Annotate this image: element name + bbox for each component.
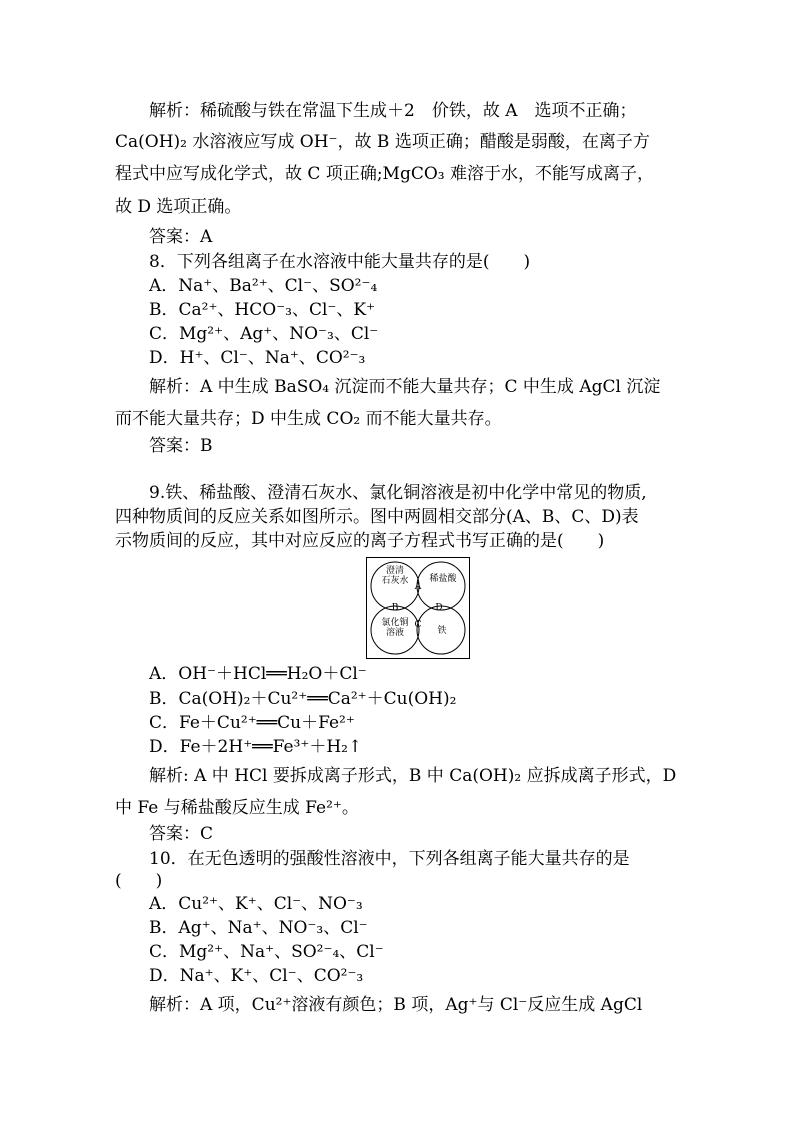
analysis-7-line-1: 解析：稀硫酸与铁在常温下生成＋2 价铁，故 A 选项不正确； (149, 101, 637, 121)
analysis-7-line-2: Ca(OH)₂ 水溶液应写成 OH⁻，故 B 选项正确；醋酸是弱酸，在离子方 (115, 132, 650, 152)
question-9-option-c: C．Fe＋Cu²⁺══Cu＋Fe²⁺ (149, 713, 355, 733)
question-8-option-a: A．Na⁺、Ba²⁺、Cl⁻、SO²⁻₄ (149, 276, 378, 296)
question-10-option-c: C．Mg²⁺、Na⁺、SO²⁻₄、Cl⁻ (149, 942, 384, 962)
analysis-7-line-3: 程式中应写成化学式，故 C 项正确;MgCO₃ 难溶于水，不能写成离子， (115, 164, 654, 184)
analysis-9-line-1: 解析: A 中 HCl 要拆成离子形式，B 中 Ca(OH)₂ 应拆成离子形式，D (149, 766, 677, 786)
question-10-option-a: A．Cu²⁺、K⁺、Cl⁻、NO⁻₃ (149, 894, 363, 914)
question-9-line-2: 四种物质间的反应关系如图所示。图中两圆相交部分(A、B、C、D)表 (115, 507, 639, 527)
question-10-line-2: ( ) (115, 871, 163, 891)
answer-7: 答案：A (149, 227, 213, 247)
question-9-option-d: D．Fe＋2H⁺══Fe³⁺＋H₂↑ (149, 737, 363, 757)
question-10-option-b: B．Ag⁺、Na⁺、NO⁻₃、Cl⁻ (149, 918, 368, 938)
label-d: D (435, 603, 443, 613)
answer-9: 答案：C (149, 824, 214, 844)
analysis-9-line-2: 中 Fe 与稀盐酸反应生成 Fe²⁺。 (115, 798, 359, 818)
question-8-option-d: D．H⁺、Cl⁻、Na⁺、CO²⁻₃ (149, 348, 366, 368)
question-8-option-b: B．Ca²⁺、HCO⁻₃、Cl⁻、K⁺ (149, 300, 376, 320)
question-8-option-c: C．Mg²⁺、Ag⁺、NO⁻₃、Cl⁻ (149, 324, 379, 344)
analysis-8-line-1: 解析：A 中生成 BaSO₄ 沉淀而不能大量共存；C 中生成 AgCl 沉淀 (149, 377, 661, 397)
answer-8: 答案：B (149, 436, 213, 456)
label-iron: 铁 (437, 626, 447, 636)
question-9-line-3: 示物质间的反应，其中对应反应的离子方程式书写正确的是( ) (115, 531, 605, 551)
label-b: B (391, 603, 399, 613)
question-10-line-1: 10．在无色透明的强酸性溶液中，下列各组离子能大量共存的是 (149, 849, 630, 869)
question-9-option-b: B．Ca(OH)₂＋Cu²⁺══Ca²⁺＋Cu(OH)₂ (149, 689, 457, 709)
analysis-10-line-1: 解析：A 项，Cu²⁺溶液有颜色；B 项，Ag⁺与 Cl⁻反应生成 AgCl (149, 995, 643, 1015)
label-lime-water: 澄清 石灰水 (381, 566, 409, 586)
question-9-line-1: 9.铁、稀盐酸、澄清石灰水、氯化铜溶液是初中化学中常见的物质, (149, 483, 647, 503)
reaction-venn-diagram (366, 557, 470, 659)
label-c: C (414, 620, 422, 630)
label-a: A (414, 582, 422, 592)
label-copper-chloride: 氯化铜 溶液 (381, 618, 409, 638)
question-10-option-d: D．Na⁺、K⁺、Cl⁻、CO²⁻₃ (149, 966, 364, 986)
question-8-stem: 8．下列各组离子在水溶液中能大量共存的是( ) (149, 252, 531, 272)
label-hydrochloric-acid: 稀盐酸 (429, 574, 457, 584)
analysis-8-line-2: 而不能大量共存；D 中生成 CO₂ 而不能大量共存。 (115, 409, 502, 429)
question-9-option-a: A．OH⁻＋HCl══H₂O＋Cl⁻ (149, 664, 367, 684)
analysis-7-line-4: 故 D 选项正确。 (115, 197, 242, 217)
